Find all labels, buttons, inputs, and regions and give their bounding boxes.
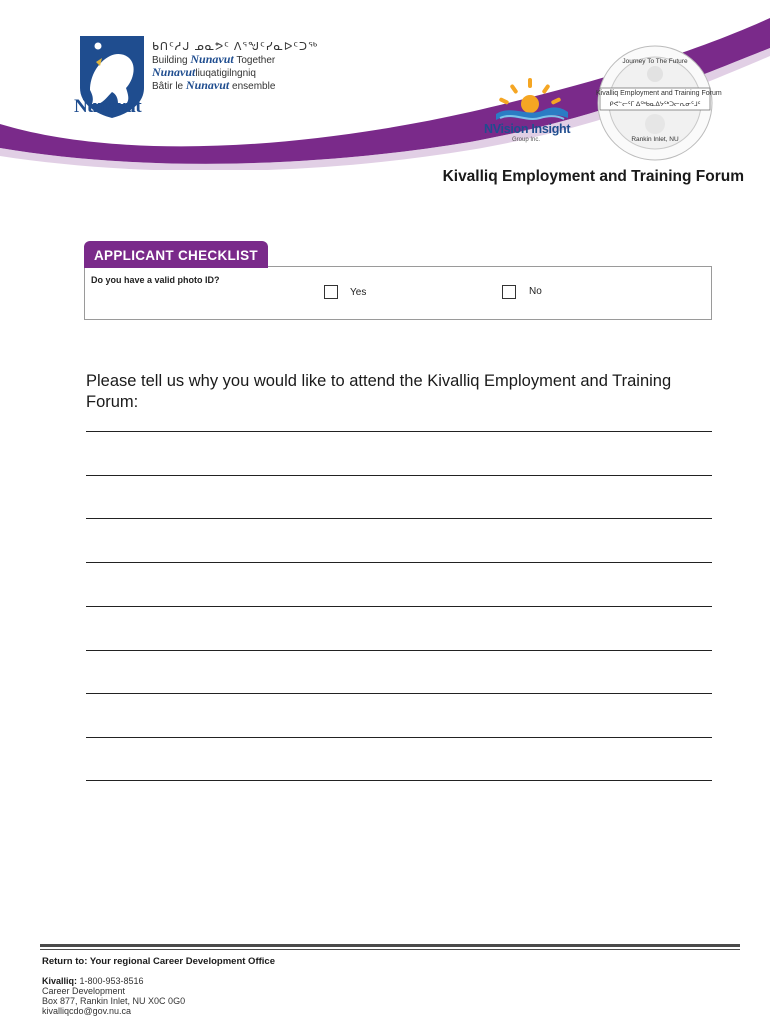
tagline-inuktitut: Nunavutliuqatigilngniq bbox=[152, 65, 256, 79]
footer-address: Box 877, Rankin Inlet, NU X0C 0G0 bbox=[42, 996, 186, 1006]
answer-line[interactable] bbox=[86, 650, 712, 651]
nvision-sub: Group Inc. bbox=[512, 137, 541, 143]
answer-line[interactable] bbox=[86, 431, 712, 432]
answer-line[interactable] bbox=[86, 475, 712, 476]
seal-bottom-text: Rankin Inlet, NU bbox=[631, 136, 679, 143]
answer-line[interactable] bbox=[86, 737, 712, 738]
no-checkbox[interactable] bbox=[502, 285, 516, 299]
nunavut-wordmark: Nunavut bbox=[74, 96, 142, 117]
tagline-french: Bâtir le Nunavut ensemble bbox=[152, 78, 276, 92]
nvision-sun-icon bbox=[488, 74, 572, 122]
reason-prompt: Please tell us why you would like to attend the Kivalliq Employment and Training Forum: bbox=[86, 372, 672, 411]
checklist-tab: APPLICANT CHECKLIST bbox=[84, 241, 268, 268]
footer-phone-line: Kivalliq: 1-800-953-8516 bbox=[42, 976, 144, 986]
yes-label: Yes bbox=[350, 287, 367, 298]
answer-line[interactable] bbox=[86, 562, 712, 563]
answer-line[interactable] bbox=[86, 518, 712, 519]
answer-line[interactable] bbox=[86, 606, 712, 607]
footer-divider bbox=[40, 944, 740, 947]
no-label: No bbox=[529, 286, 542, 297]
nunavut-syllabics: ᑲᑎᑦᓱᒍ ᓄᓇᕗᑦ ᐱᕐᖑᑦᓯᓇᐅᑦᑐᖅ bbox=[152, 41, 319, 53]
yes-checkbox[interactable] bbox=[324, 285, 338, 299]
photo-id-question: Do you have a valid photo ID? bbox=[91, 275, 220, 285]
answer-line[interactable] bbox=[86, 780, 712, 781]
footer-divider-thin bbox=[40, 949, 740, 950]
seal-syllabics: ᑭᕙᓪᓕᕐᒥ ᐃᖅᑲᓇᐃᔭᖅᑐᓕᕆᓂᕐᒧᑦ bbox=[609, 101, 701, 108]
seal-top-text: Journey To The Future bbox=[622, 58, 688, 65]
page-title: Kivalliq Employment and Training Forum bbox=[442, 168, 744, 185]
footer-return-to: Return to: Your regional Career Development Office bbox=[42, 956, 275, 967]
footer-office: Career Development bbox=[42, 986, 126, 996]
tagline-english: Building Nunavut Together bbox=[152, 52, 276, 66]
forum-seal bbox=[596, 44, 722, 162]
answer-line[interactable] bbox=[86, 693, 712, 694]
seal-title: Kivalliq Employment and Training Forum bbox=[596, 90, 722, 97]
footer-email-link[interactable]: kivalliqcdo@gov.nu.ca bbox=[42, 1006, 132, 1016]
nvision-name: NVision Insight bbox=[484, 122, 571, 136]
